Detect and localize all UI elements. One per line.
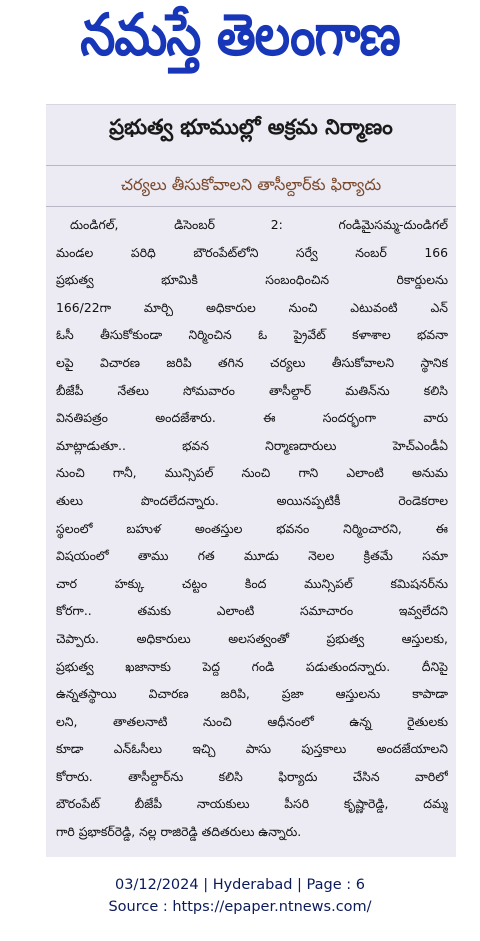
article-body-line: కూడా ఎన్‌ఓసీలు ఇచ్చి పాసు పుస్తకాలు అందజేయాలని — [56, 741, 448, 757]
article-body-line: చార హక్కు చట్టం కింద మున్సిపల్‌ కమిషనర్‌ను — [56, 575, 448, 591]
article-body-line: తులు పొందలేదన్నారు. అయినప్పటికీ రెండెకరాల — [56, 492, 448, 508]
article-clipping — [46, 104, 456, 857]
article-body-line: బౌరంపేట్‌ బీజేపీ నాయకులు పీసరి కృష్ణారెడ్డి, దమ్మ — [56, 796, 448, 812]
masthead — [0, 0, 480, 84]
footer — [0, 874, 480, 918]
article-body-line: ఓసీ తీసుకోకుండా నిర్మించిన ఓ ప్రైవేట్‌ కళాశాల భవనా — [56, 327, 448, 343]
article-body-line: దుండిగల్‌, డిసెంబర్‌ 2: గండిమైసమ్మ-దుండిగల్‌ — [70, 217, 448, 232]
footer-source: Source : https://epaper.ntnews.com/ — [108, 899, 372, 915]
article-body-line: కోరగా.. తమకు ఎలాంటి సమాచారం ఇవ్వలేదని — [56, 603, 448, 619]
article-body-line: ప్రభుత్వ ఖజానాకు పెద్ద గండి పడుతుందన్నారు. దీనిపై — [56, 658, 448, 674]
article-headline: ప్రభుత్వ భూముల్లో అక్రమ నిర్మాణం — [109, 115, 393, 139]
footer-dateline: 03/12/2024 | Hyderabad | Page : 6 — [115, 877, 365, 893]
article-body-line: లపై విచారణ జరిపి తగిన చర్యలు తీసుకోవాలని స్థానిక — [56, 354, 448, 370]
article-body-line: మాట్లాడుతూ.. భవన నిర్మాణదారులు హెచ్‌ఎండీఏ — [56, 437, 448, 453]
article-body-line: బీజేపీ నేతలు సోమవారం తాసీల్దార్‌ మతిన్‌ను కలిసి — [56, 382, 448, 398]
article-body-line: ఉన్నతస్థాయి విచారణ జరిపి, ప్రజా ఆస్తులను కాపాడా — [56, 686, 448, 702]
subheadline-bar — [46, 165, 456, 207]
article-body-line: కోరారు. తాసీల్దార్‌ను కలిసి ఫిర్యాదు చేసిన వారిలో — [56, 768, 448, 784]
article-body-line: చెప్పారు. అధికారులు అలసత్వంతో ప్రభుత్వ ఆస్తులకు, — [56, 630, 448, 646]
article-body-line: విషయంలో తాము గత మూడు నెలల క్రితమే సమా — [56, 548, 448, 564]
article-body-line: నుంచి గానీ, మున్సిపల్‌ నుంచి గాని ఎలాంటి అనుమ — [56, 465, 448, 481]
article-body-line: 166/22గా మార్చి అధికారుల నుంచి ఎటువంటి ఎన్‌ — [56, 299, 448, 315]
article-body-line: ప్రభుత్వ భూమికి సంబంధించిన రికార్డులను — [56, 272, 448, 288]
article-body-line: స్థలంలో బహుళ అంతస్తుల భవనం నిర్మించారని, ఈ — [56, 520, 448, 536]
article-body-line: వినతిపత్రం అందజేశారు. ఈ సందర్భంగా వారు — [56, 410, 448, 426]
article-body — [56, 211, 448, 846]
article-body-line: మండల పరిధి బౌరంపేట్‌లోని సర్వే నంబర్‌ 166 — [56, 244, 448, 260]
newspaper-masthead-logo: నమస్తే తెలంగాణ — [80, 1, 400, 68]
article-body-line: గారి ప్రభాకర్‌రెడ్డి, నల్ల రాజిరెడ్డి తదితరులు ఉన్నారు. — [56, 824, 302, 840]
article-subheadline: చర్యలు తీసుకోవాలని తాసీల్దార్‌కు ఫిర్యాదు — [120, 174, 382, 194]
article-body-line: లని, తాతలనాటి నుంచి ఆధీనంలో ఉన్న రైతులకు — [56, 713, 448, 729]
